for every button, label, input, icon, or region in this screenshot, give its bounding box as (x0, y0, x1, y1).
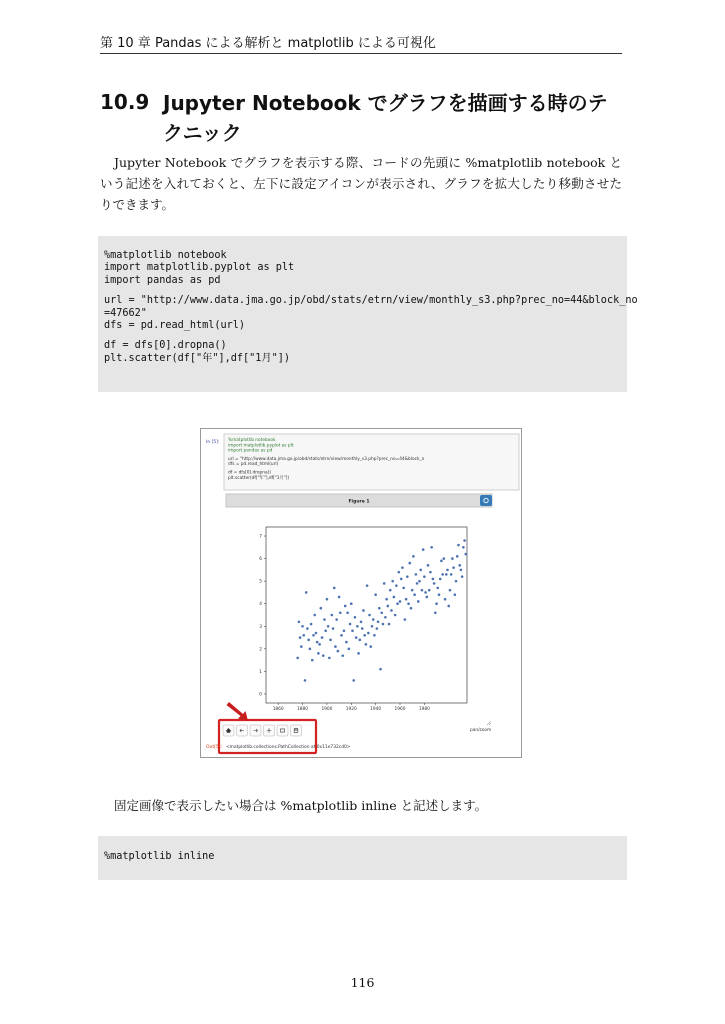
scatter-point (413, 593, 416, 596)
scatter-point (333, 587, 336, 590)
scatter-point (429, 571, 432, 574)
scatter-point (383, 582, 386, 585)
page-number: 116 (350, 975, 375, 990)
save-button[interactable] (291, 725, 302, 736)
scatter-point (349, 623, 352, 626)
section-number: 10.9 (100, 90, 150, 114)
zoom-rect-button[interactable] (277, 725, 288, 736)
scatter-point (366, 584, 369, 587)
scatter-point (430, 546, 433, 549)
scatter-point (300, 645, 303, 648)
intro-paragraph: Jupyter Notebook でグラフを表示する際、コードの先頭に %matplotlib notebook という記述を入れておくと、左下に設定アイコンが表示され、グラフを拡大したり移動させたりできます。 (100, 155, 622, 212)
scatter-point (432, 578, 435, 581)
scatter-point (435, 602, 438, 605)
scatter-point (339, 611, 342, 614)
x-tick-label: 1940 (370, 707, 382, 712)
code-line: df = dfs[0].dropna() (104, 340, 227, 352)
scatter-point (439, 578, 442, 581)
scatter-point (440, 560, 443, 563)
scatter-point (334, 645, 337, 648)
code-line: dfs = pd.read_html(url) (104, 320, 246, 332)
scatter-point (361, 627, 364, 630)
scatter-point (400, 578, 403, 581)
scatter-point (312, 634, 315, 637)
scatter-point (359, 639, 362, 642)
scatter-point (421, 589, 424, 592)
scatter-point (452, 566, 455, 569)
scatter-point (460, 569, 463, 572)
scatter-point (406, 575, 409, 578)
scatter-point (387, 605, 390, 608)
scatter-point (454, 593, 457, 596)
scatter-point (380, 611, 383, 614)
scatter-point (369, 645, 372, 648)
scatter-point (371, 625, 374, 628)
scatter-point (393, 596, 396, 599)
scatter-point (318, 643, 321, 646)
out-prompt: Out[5]: (206, 745, 223, 750)
scatter-point (368, 614, 371, 617)
scatter-point (360, 620, 363, 623)
scatter-point (362, 609, 365, 612)
scatter-point (350, 602, 353, 605)
scatter-point (344, 605, 347, 608)
scatter-point (446, 569, 449, 572)
scatter-point (355, 636, 358, 639)
scatter-point (444, 598, 447, 601)
scatter-point (456, 555, 459, 558)
scatter-point (330, 614, 333, 617)
scatter-point (424, 591, 427, 594)
scatter-point (326, 598, 329, 601)
scatter-point (301, 625, 304, 628)
scatter-point (329, 639, 332, 642)
scatter-point (445, 573, 448, 576)
scatter-point (374, 593, 377, 596)
status-text: pan/zoom (470, 728, 492, 733)
y-tick-label: 2 (259, 647, 262, 653)
scatter-point (384, 616, 387, 619)
scatter-point (410, 607, 413, 610)
code-line: plt.scatter(df["年"],df["1月"]) (104, 352, 290, 364)
scatter-point (418, 580, 421, 583)
scatter-point (412, 555, 415, 558)
scatter-point (313, 614, 316, 617)
scatter-point (341, 654, 344, 657)
y-tick-label: 6 (259, 557, 262, 563)
notebook-screenshot-svg (200, 428, 522, 758)
scatter-point (311, 659, 314, 662)
scatter-point (332, 627, 335, 630)
scatter-point (455, 580, 458, 583)
scatter-point (315, 632, 318, 635)
scatter-point (310, 623, 313, 626)
y-tick-label: 1 (259, 669, 262, 675)
scatter-point (377, 620, 380, 623)
code-line: =47662" (104, 307, 147, 319)
scatter-point (385, 598, 388, 601)
inline-note-paragraph: 固定画像で表示したい場合は %matplotlib inline と記述します。 (114, 798, 488, 813)
y-tick-label: 3 (259, 624, 262, 630)
scatter-point (401, 566, 404, 569)
scatter-point (296, 657, 299, 660)
code-block-notebook (98, 236, 638, 392)
running-head: 第 10 章 Pandas による解析と matplotlib による可視化 (100, 36, 436, 51)
scatter-point (316, 641, 319, 644)
scatter-point (299, 636, 302, 639)
scatter-point (356, 625, 359, 628)
scatter-point (328, 657, 331, 660)
x-tick-label: 1980 (418, 707, 430, 712)
notebook-screenshot (200, 428, 522, 758)
code-line: %matplotlib notebook (104, 250, 227, 261)
scatter-point (402, 587, 405, 590)
cell-code-line: %matplotlib notebook (228, 438, 276, 443)
scatter-point (447, 605, 450, 608)
y-tick-label: 7 (259, 534, 262, 540)
scatter-point (415, 573, 418, 576)
section-title: Jupyter Notebook でグラフを描画する時のテクニック (163, 91, 608, 145)
scatter-point (394, 614, 397, 617)
cell-code-line: df = dfs[0].dropna() (228, 470, 271, 476)
scatter-point (451, 557, 454, 560)
scatter-point (324, 629, 327, 632)
scatter-point (428, 589, 431, 592)
scatter-point (306, 627, 309, 630)
scatter-point (407, 602, 410, 605)
scatter-point (322, 654, 325, 657)
scatter-point (450, 573, 453, 576)
scatter-point (457, 544, 460, 547)
scatter-point (309, 648, 312, 651)
scatter-point (419, 569, 422, 572)
scatter-point (345, 641, 348, 644)
scatter-point (438, 593, 441, 596)
scatter-point (305, 591, 308, 594)
scatter-point (422, 548, 425, 551)
scatter-point (396, 602, 399, 605)
scatter-point (367, 632, 370, 635)
y-tick-label: 0 (259, 692, 262, 698)
scatter-point (416, 582, 419, 585)
scatter-point (462, 546, 465, 549)
scatter-point (317, 652, 320, 655)
code-line: import pandas as pd (104, 274, 221, 286)
close-figure-button[interactable] (480, 495, 492, 506)
scatter-point (382, 623, 385, 626)
scatter-point (327, 625, 330, 628)
scatter-point (357, 652, 360, 655)
scatter-point (343, 629, 346, 632)
scatter-point (389, 589, 392, 592)
scatter-point (404, 618, 407, 621)
running-head-rule (100, 53, 622, 54)
scatter-point (376, 627, 379, 630)
scatter-point (378, 607, 381, 610)
scatter-point (411, 589, 414, 592)
scatter-point (463, 539, 466, 542)
cell-code-line: plt.scatter(df["年"],df["1月"]) (228, 475, 290, 481)
scatter-point (388, 623, 391, 626)
scatter-point (337, 650, 340, 653)
scatter-point (390, 609, 393, 612)
cell-code-line: url = "http://www.data.jma.go.jp/obd/stats/etrn/view/monthly_s3.php?prec_no=44&block_n (228, 456, 425, 462)
scatter-point (338, 596, 341, 599)
scatter-point (352, 679, 355, 682)
scatter-point (348, 648, 351, 651)
code-line: import matplotlib.pyplot as plt (104, 262, 295, 274)
scatter-point (427, 564, 430, 567)
scatter-point (423, 575, 426, 578)
x-tick-label: 1920 (345, 707, 357, 712)
scatter-point (449, 589, 452, 592)
code-line: %matplotlib inline (104, 851, 215, 862)
scatter-point (320, 607, 323, 610)
code-block-inline (98, 836, 627, 880)
code-line: url = "http://www.data.jma.go.jp/obd/stats/etrn/view/monthly_s3.php?prec_no=44&block_no (104, 295, 638, 307)
scatter-point (351, 629, 354, 632)
scatter-point (363, 634, 366, 637)
y-tick-label: 5 (259, 579, 262, 585)
scatter-point (426, 596, 429, 599)
scatter-point (302, 634, 305, 637)
scatter-point (321, 636, 324, 639)
code-blank-line (104, 287, 621, 295)
x-tick-label: 1960 (394, 707, 406, 712)
scatter-point (346, 611, 349, 614)
scatter-point (441, 573, 444, 576)
scatter-point (391, 580, 394, 583)
y-tick-label: 4 (259, 602, 262, 608)
scatter-point (395, 584, 398, 587)
scatter-point (405, 598, 408, 601)
scatter-point (307, 639, 310, 642)
x-tick-label: 1900 (321, 707, 333, 712)
scatter-point (443, 557, 446, 560)
in-prompt: In [5]: (206, 440, 220, 445)
scatter-point (434, 611, 437, 614)
scatter-point (304, 679, 307, 682)
cell-code-line: dfs = pd.read_html(url) (228, 462, 279, 468)
scatter-point (340, 634, 343, 637)
scatter-point (335, 618, 338, 621)
x-tick-label: 1860 (272, 707, 284, 712)
cell-code-line: import pandas as pd (228, 448, 273, 454)
scatter-point (433, 582, 436, 585)
scatter-point (464, 553, 467, 556)
out-text: <matplotlib.collections.PathCollection at 0x11e732cd0> (226, 745, 351, 750)
scatter-point (436, 587, 439, 590)
scatter-point (298, 620, 301, 623)
scatter-point (372, 618, 375, 621)
scatter-point (379, 668, 382, 671)
figure-title: Figure 1 (348, 499, 370, 505)
scatter-point (458, 564, 461, 567)
scatter-point (417, 600, 420, 603)
scatter-point (323, 618, 326, 621)
scatter-point (408, 562, 411, 565)
scatter-point (461, 575, 464, 578)
scatter-point (354, 616, 357, 619)
code-blank-line (104, 332, 621, 340)
scatter-point (399, 600, 402, 603)
x-tick-label: 1880 (297, 707, 309, 712)
cell-code-line: import matplotlib.pyplot as plt (228, 443, 294, 449)
scatter-point (397, 571, 400, 574)
scatter-point (365, 643, 368, 646)
scatter-point (373, 634, 376, 637)
